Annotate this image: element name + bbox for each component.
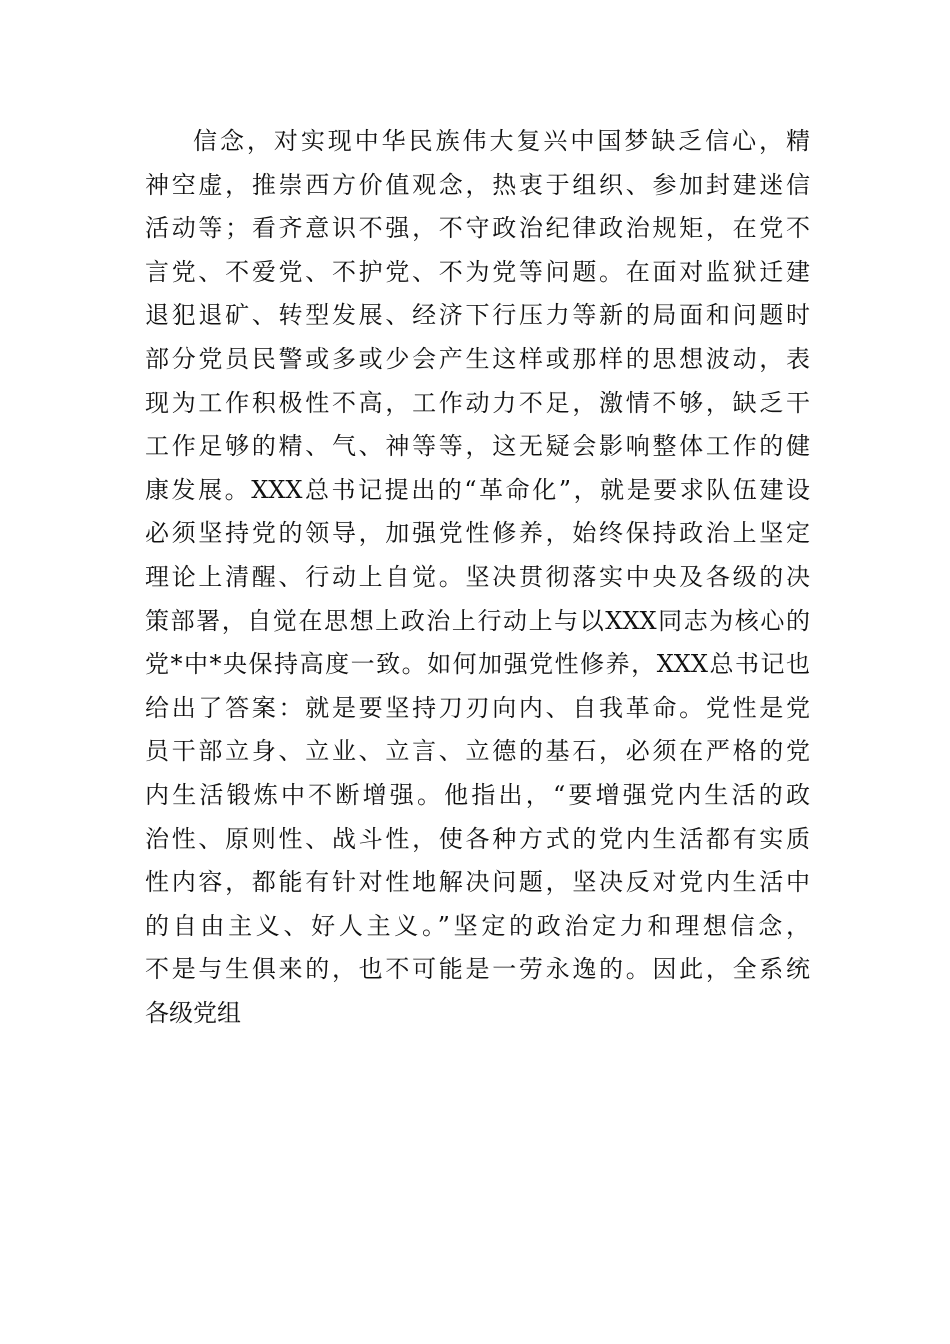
text-line: 性内容，都能有针对性地解决问题，坚决反对党内生活中 — [145, 868, 810, 897]
text-line: 活动等；看齐意识不强，不守政治纪律政治规矩，在党不 — [145, 214, 810, 243]
text-line: 康发展。XXX总书记提出的“革命化”，就是要求队伍建设 — [145, 475, 810, 504]
text-line: 策部署，自觉在思想上政治上行动上与以XXX同志为核心的 — [145, 606, 810, 635]
text-line: 退犯退矿、转型发展、经济下行压力等新的局面和问题时 — [145, 301, 810, 330]
body-paragraph — [145, 120, 810, 1035]
text-line: 治性、原则性、战斗性，使各种方式的党内生活都有实质 — [145, 824, 810, 853]
text-line: 必须坚持党的领导，加强党性修养，始终保持政治上坚定 — [145, 519, 810, 548]
text-line: 员干部立身、立业、立言、立德的基石，必须在严格的党 — [145, 737, 810, 766]
text-line: 党*中*央保持高度一致。如何加强党性修养，XXX总书记也 — [145, 650, 810, 679]
text-line: 部分党员民警或多或少会产生这样或那样的思想波动，表 — [145, 344, 810, 373]
text-line: 工作足够的精、气、神等等，这无疑会影响整体工作的健 — [145, 432, 810, 461]
text-line: 不是与生俱来的，也不可能是一劳永逸的。因此，全系统 — [145, 955, 810, 984]
text-line: 神空虚，推崇西方价值观念，热衷于组织、参加封建迷信 — [145, 170, 810, 199]
text-line: 内生活锻炼中不断增强。他指出，“要增强党内生活的政 — [145, 780, 810, 809]
text-line: 各级党组 — [145, 998, 241, 1027]
text-line: 的自由主义、好人主义。”坚定的政治定力和理想信念， — [145, 911, 810, 940]
text-line: 理论上清醒、行动上自觉。坚决贯彻落实中央及各级的决 — [145, 562, 810, 591]
text-line: 信念，对实现中华民族伟大复兴中国梦缺乏信心，精 — [193, 127, 810, 155]
text-line: 现为工作积极性不高，工作动力不足，激情不够，缺乏干 — [145, 388, 810, 417]
text-line: 给出了答案：就是要坚持刀刃向内、自我革命。党性是党 — [145, 693, 810, 722]
text-line: 言党、不爱党、不护党、不为党等问题。在面对监狱迁建 — [145, 257, 810, 286]
